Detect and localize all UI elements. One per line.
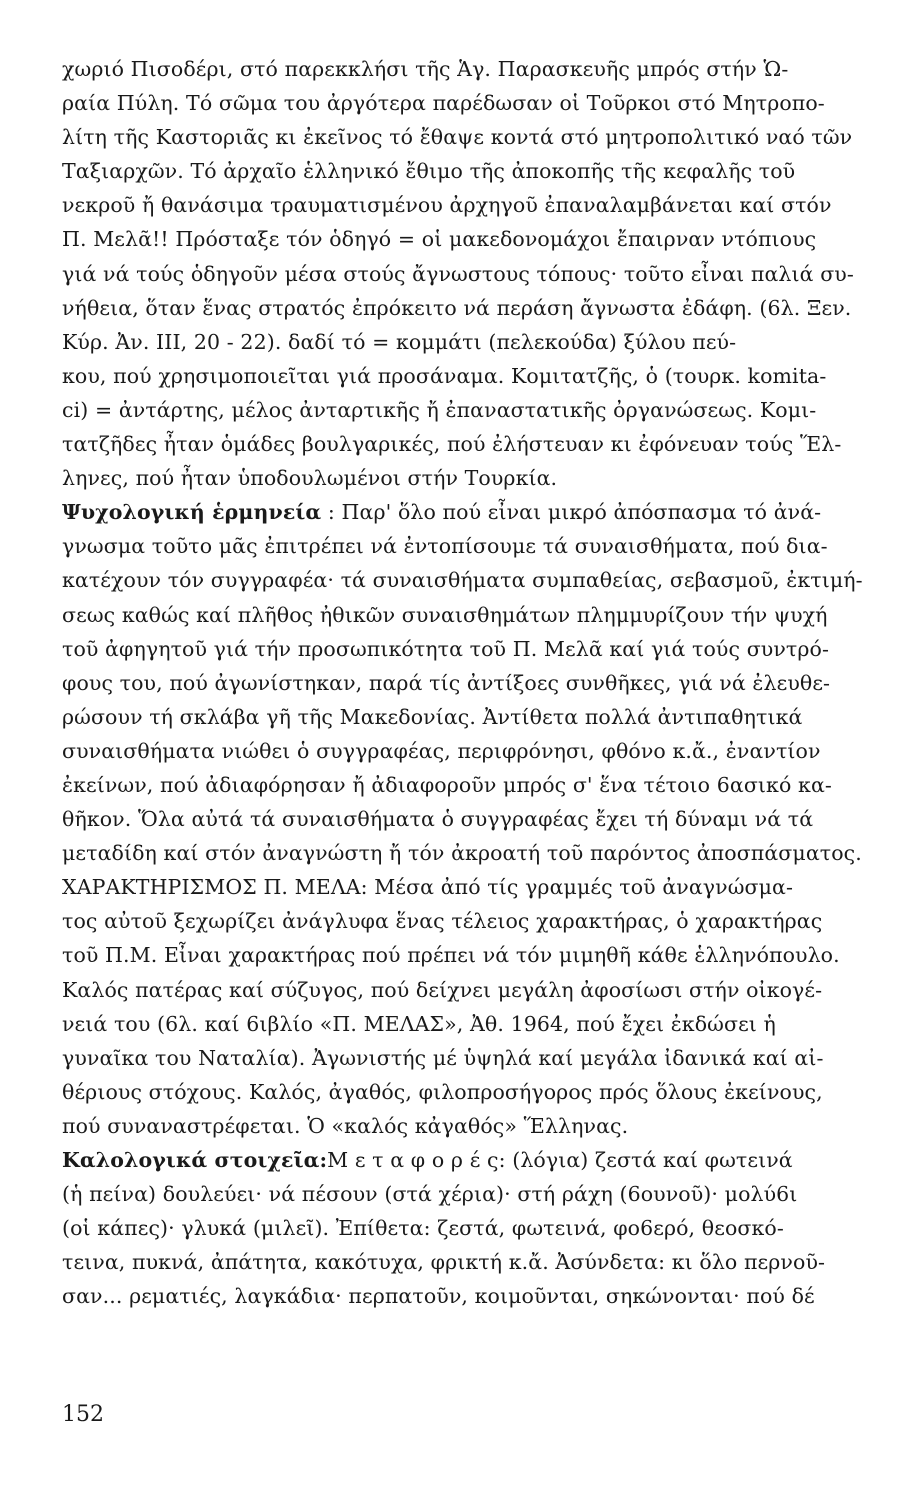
section-heading-psychology: Ψυχολογική ἑρμηνεία xyxy=(62,500,322,525)
text-line: Ταξιαρχῶν. Τό ἀρχαῖο ἑλληνικό ἔθιμο τῆς ἀποκοπῆς τῆς κεφαλῆς τοῦ xyxy=(62,159,796,184)
text-line: σεως καθώς καί πλῆθος ἠθικῶν συναισθημάτων πλημμυρίζουν τήν ψυχή xyxy=(62,602,828,627)
text-line: λίτη τῆς Καστοριᾶς κι ἐκεῖνος τό ἔθαψε κοντά στό μητροπολιτικό ναό τῶν xyxy=(62,125,853,150)
text-line: πού συναναστρέφεται. Ὁ «καλός κἀγαθός» Ἕλληνας. xyxy=(62,1113,629,1138)
paragraph-psychology-first-line xyxy=(62,495,904,529)
text-line: ci) = ἀντάρτης, μέλος ἀνταρτικῆς ἤ ἐπαναστατικῆς ὀργανώσεως. Κομι- xyxy=(62,397,817,422)
text-line: σαν... ρεματιές, λαγκάδια· περπατοῦν, κοιμοῦνται, σηκώνονται· πού δέ xyxy=(62,1284,815,1309)
text-line: (ἡ πείνα) δουλεύει· νά πέσουν (στά χέρια)· στή ράχη (6ουνοῦ)· μολύ6ι xyxy=(62,1182,798,1207)
text-line: Κύρ. Ἀν. ΙΙΙ, 20 - 22). δαδί τό = κομμάτι (πελεκούδα) ξύλου πεύ- xyxy=(62,329,737,354)
paragraph-notes xyxy=(62,52,904,495)
text-line: τοῦ ἀφηγητοῦ γιά τήν προσωπικότητα τοῦ Π. Μελᾶ καί γιά τούς συντρό- xyxy=(62,636,829,661)
text-line: θέριους στόχους. Καλός, ἀγαθός, φιλοπροσήγορος πρός ὅλους ἐκείνους, xyxy=(62,1079,823,1104)
text-line: νειά του (6λ. καί 6ιβλίο «Π. ΜΕΛΑΣ», Ἀθ. 1964, πού ἔχει ἐκδώσει ἡ xyxy=(62,1011,776,1036)
page-number: 152 xyxy=(62,1402,104,1427)
text-line: μεταδίδη καί στόν ἀναγνώστη ἤ τόν ἀκροατή τοῦ παρόντος ἀποσπάσματος. xyxy=(62,841,862,866)
text-line: γιά νά τούς ὁδηγοῦν μέσα στούς ἄγνωστους τόπους· τοῦτο εἶναι παλιά συ- xyxy=(62,261,854,286)
text-line: νήθεια, ὅταν ἕνας στρατός ἐπρόκειτο νά περάση ἄγνωστα ἐδάφη. (6λ. Ξεν. xyxy=(62,295,852,320)
text-run: : Παρ' ὅλο πού εἶναι μικρό ἀπόσπασμα τό ἀνά- xyxy=(321,500,822,525)
paragraph-stylistics xyxy=(62,1177,904,1313)
text-line: φους του, πού ἀγωνίστηκαν, παρά τίς ἀντίξοες συνθῆκες, γιά νά ἐλευθε- xyxy=(62,670,831,695)
text-line: συναισθήματα νιώθει ὁ συγγραφέας, περιφρόνησι, φθόνο κ.ἄ., ἐναντίον xyxy=(62,738,821,763)
text-line: κου, πού χρησιμοποιεῖται γιά προσάναμα. Κομιτατζῆς, ὁ (τουρκ. komita- xyxy=(62,363,827,388)
text-line: θῆκον. Ὅλα αὐτά τά συναισθήματα ὁ συγγραφέας ἔχει τή δύναμι νά τά xyxy=(62,807,814,832)
text-line: τοῦ Π.Μ. Εἶναι χαρακτήρας πού πρέπει νά τόν μιμηθῆ κάθε ἑλληνόπουλο. xyxy=(62,943,840,968)
text-line: ληνες, πού ἦταν ὑποδουλωμένοι στήν Τουρκία. xyxy=(62,466,558,491)
text-line: τος αὐτοῦ ξεχωρίζει ἀνάγλυφα ἕνας τέλειος χαρακτήρας, ὁ χαρακτήρας xyxy=(62,909,823,934)
text-body xyxy=(62,52,904,1313)
paragraph-stylistics-first-line xyxy=(62,1143,904,1177)
paragraph-psychology xyxy=(62,529,904,1143)
text-line: Καλός πατέρας καί σύζυγος, πού δείχνει μεγάλη ἀφοσίωσι στήν οἰκογέ- xyxy=(62,977,823,1002)
text-run: Μ ε τ α φ ο ρ έ ς: (λόγια) ζεστά καί φωτεινά xyxy=(327,1148,793,1172)
text-line: ραία Πύλη. Τό σῶμα του ἀργότερα παρέδωσαν οἱ Τοῦρκοι στό Μητροπο- xyxy=(62,91,825,116)
text-line: τεινα, πυκνά, ἀπάτητα, κακότυχα, φρικτή κ.ἄ. Ἀσύνδετα: κι ὅλο περνοῦ- xyxy=(62,1250,826,1275)
text-line: (οἱ κάπες)· γλυκά (μιλεῖ). Ἐπίθετα: ζεστά, φωτεινά, φο6ερό, θεοσκό- xyxy=(62,1216,784,1241)
text-line: ρώσουν τή σκλάβα γῆ τῆς Μακεδονίας. Ἀντίθετα πολλά ἀντιπαθητικά xyxy=(62,704,803,729)
text-line: γυναῖκα του Ναταλία). Ἀγωνιστής μέ ὑψηλά καί μεγάλα ἰδανικά καί αἰ- xyxy=(62,1045,824,1070)
text-line: τατζῆδες ἦταν ὁμάδες βουλγαρικές, πού ἐλήστευαν κι ἐφόνευαν τούς Ἕλ- xyxy=(62,432,842,457)
text-line: ἐκείνων, πού ἀδιαφόρησαν ἤ ἀδιαφοροῦν μπρός σ' ἕνα τέτοιο 6ασικό κα- xyxy=(62,772,832,797)
text-line: Π. Μελᾶ!! Πρόσταξε τόν ὁδηγό = οἱ μακεδονομάχοι ἔπαιρναν ντόπιους xyxy=(62,227,817,252)
text-line: κατέχουν τόν συγγραφέα· τά συναισθήματα συμπαθείας, σεβασμοῦ, ἐκτιμή- xyxy=(62,568,863,593)
text-line: χωριό Πισοδέρι, στό παρεκκλήσι τῆς Ἁγ. Παρασκευῆς μπρός στήν Ὡ- xyxy=(62,57,789,81)
text-line: ΧΑΡΑΚΤΗΡΙΣΜΟΣ Π. ΜΕΛΑ: Μέσα ἀπό τίς γραμμές τοῦ ἀναγνώσμα- xyxy=(62,875,794,900)
section-heading-stylistics: Καλολογικά στοιχεῖα: xyxy=(62,1148,328,1172)
text-line: γνωσμα τοῦτο μᾶς ἐπιτρέπει νά ἐντοπίσουμε τά συναισθήματα, πού δια- xyxy=(62,534,828,559)
text-line: νεκροῦ ἤ θανάσιμα τραυματισμένου ἀρχηγοῦ ἐπαναλαμβάνεται καί στόν xyxy=(62,193,832,218)
